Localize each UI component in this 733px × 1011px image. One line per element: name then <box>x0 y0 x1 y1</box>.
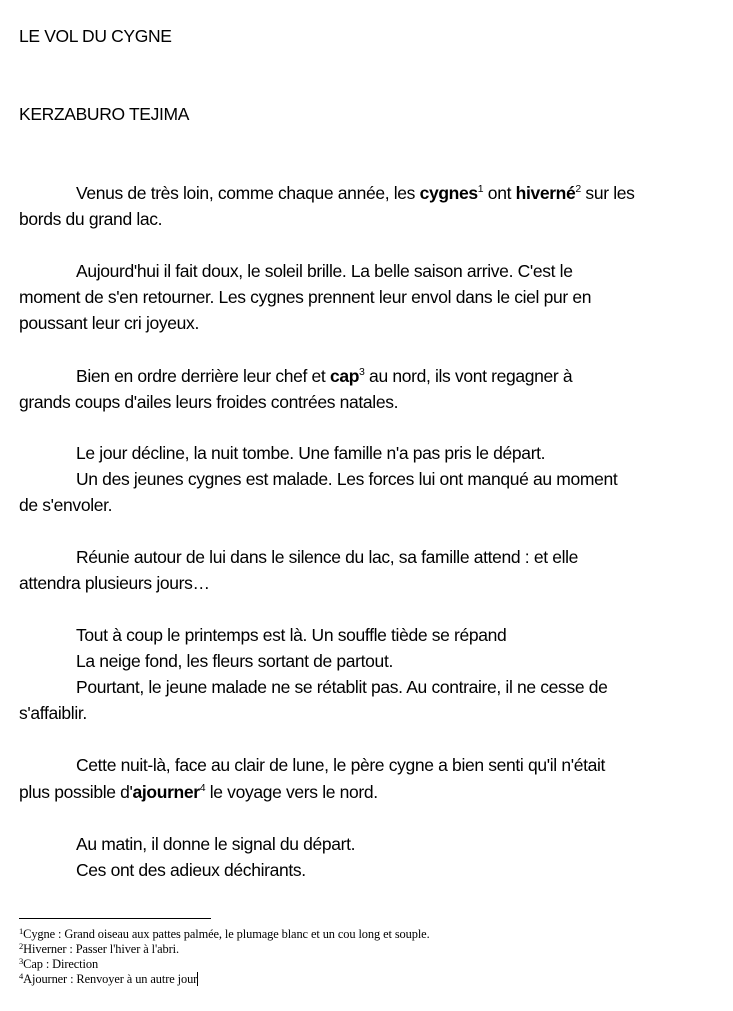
paragraph-8-line-1: Au matin, il donne le signal du départ. <box>76 834 356 854</box>
paragraph-7-line-2 <box>19 779 378 805</box>
paragraph-5-line-1: Réunie autour de lui dans le silence du lac, sa famille attend : et elle <box>76 547 579 567</box>
footnote-text: Cygne : Grand oiseau aux pattes palmée, le plumage blanc et un cou long et souple. <box>23 927 430 941</box>
footnote-ref-1[interactable]: 1 <box>477 183 484 195</box>
footnote-number: 4 <box>19 971 24 981</box>
document-author: KERZABURO TEJIMA <box>19 104 190 124</box>
text-run: sur les <box>580 183 635 203</box>
footnote-ref-4[interactable]: 4 <box>199 782 206 794</box>
paragraph-1-line-1 <box>76 180 635 206</box>
glossary-word-cygnes: cygnes <box>419 183 478 203</box>
glossary-word-ajourner: ajourner <box>132 782 200 802</box>
footnote-1 <box>19 927 430 942</box>
footnote-text: Cap : Direction <box>23 957 99 971</box>
paragraph-4-line-3: de s'envoler. <box>19 495 113 515</box>
footnote-number: 1 <box>19 926 24 936</box>
paragraph-1-line-2: bords du grand lac. <box>19 209 163 229</box>
paragraph-4-line-2: Un des jeunes cygnes est malade. Les forces lui ont manqué au moment <box>76 469 618 489</box>
footnote-separator <box>19 918 211 919</box>
paragraph-3-line-2: grands coups d'ailes leurs froides contrées natales. <box>19 392 399 412</box>
paragraph-6-line-1: Tout à coup le printemps est là. Un souffle tiède se répand <box>76 625 507 645</box>
footnote-number: 2 <box>19 941 24 951</box>
text-run: le voyage vers le nord. <box>205 782 378 802</box>
footnote-3 <box>19 957 98 972</box>
paragraph-2-line-1: Aujourd'hui il fait doux, le soleil brille. La belle saison arrive. C'est le <box>76 261 573 281</box>
footnote-2 <box>19 942 179 957</box>
glossary-word-cap: cap <box>329 366 360 386</box>
glossary-word-hiverne: hiverné <box>515 183 576 203</box>
text-cursor <box>197 972 198 986</box>
footnote-number: 3 <box>19 956 24 966</box>
paragraph-6-line-4: s'affaiblir. <box>19 703 87 723</box>
paragraph-7-line-1: Cette nuit-là, face au clair de lune, le père cygne a bien senti qu'il n'était <box>76 755 606 775</box>
paragraph-5-line-2: attendra plusieurs jours… <box>19 573 210 593</box>
footnote-text: Hiverner : Passer l'hiver à l'abri. <box>23 942 179 956</box>
text-run: ont <box>483 183 516 203</box>
paragraph-2-line-2: moment de s'en retourner. Les cygnes prennent leur envol dans le ciel pur en <box>19 287 592 307</box>
paragraph-4-line-1: Le jour décline, la nuit tombe. Une famille n'a pas pris le départ. <box>76 443 546 463</box>
document-title: LE VOL DU CYGNE <box>19 26 172 46</box>
paragraph-6-line-2: La neige fond, les fleurs sortant de partout. <box>76 651 393 671</box>
footnote-ref-2[interactable]: 2 <box>575 183 581 195</box>
paragraph-8-line-2: Ces ont des adieux déchirants. <box>76 860 306 880</box>
text-run: plus possible d' <box>19 782 133 802</box>
text-run: Venus de très loin, comme chaque année, les <box>76 183 420 203</box>
footnote-ref-3[interactable]: 3 <box>359 366 365 378</box>
text-run: Bien en ordre derrière leur chef et <box>76 366 330 386</box>
paragraph-3-line-1 <box>76 363 572 389</box>
paragraph-2-line-3: poussant leur cri joyeux. <box>19 313 199 333</box>
footnote-4 <box>19 972 198 987</box>
text-run: au nord, ils vont regagner à <box>364 366 573 386</box>
paragraph-6-line-3: Pourtant, le jeune malade ne se rétablit pas. Au contraire, il ne cesse de <box>76 677 608 697</box>
footnote-text: Ajourner : Renvoyer à un autre jour <box>23 972 198 986</box>
